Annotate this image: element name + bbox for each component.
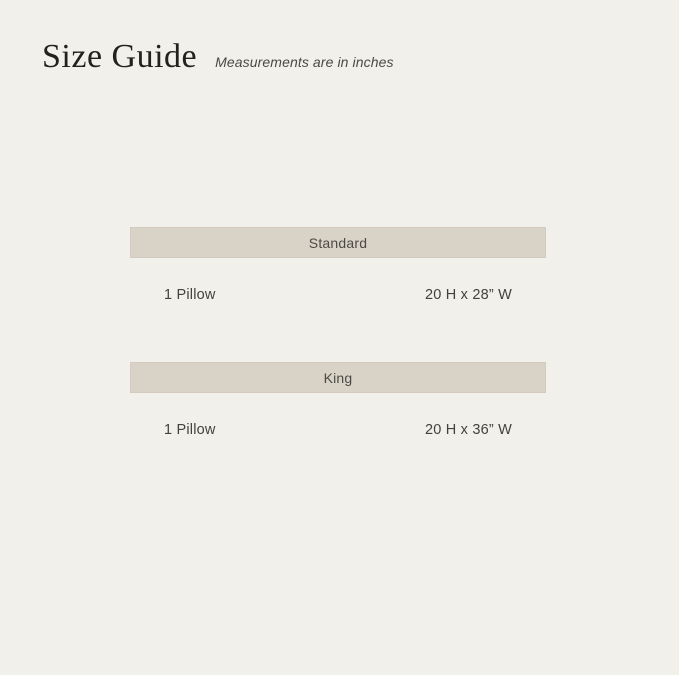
size-section-standard <box>130 227 546 304</box>
section-header-label: Standard <box>308 234 368 251</box>
section-header-standard <box>130 227 546 258</box>
row-dimensions-value: 20 H x 36” W <box>424 422 512 438</box>
table-row <box>130 287 546 304</box>
size-section-king <box>130 362 546 439</box>
row-item-label: 1 Pillow <box>164 287 216 303</box>
page-subtitle: Measurements are in inches <box>215 54 394 70</box>
size-guide-header <box>42 38 394 75</box>
table-row <box>130 422 546 439</box>
row-item-label: 1 Pillow <box>164 422 216 438</box>
row-dimensions-value: 20 H x 28” W <box>424 287 512 303</box>
page-title: Size Guide <box>42 38 198 75</box>
section-header-label: King <box>323 369 353 386</box>
section-header-king <box>130 362 546 393</box>
size-guide-table <box>130 227 546 497</box>
